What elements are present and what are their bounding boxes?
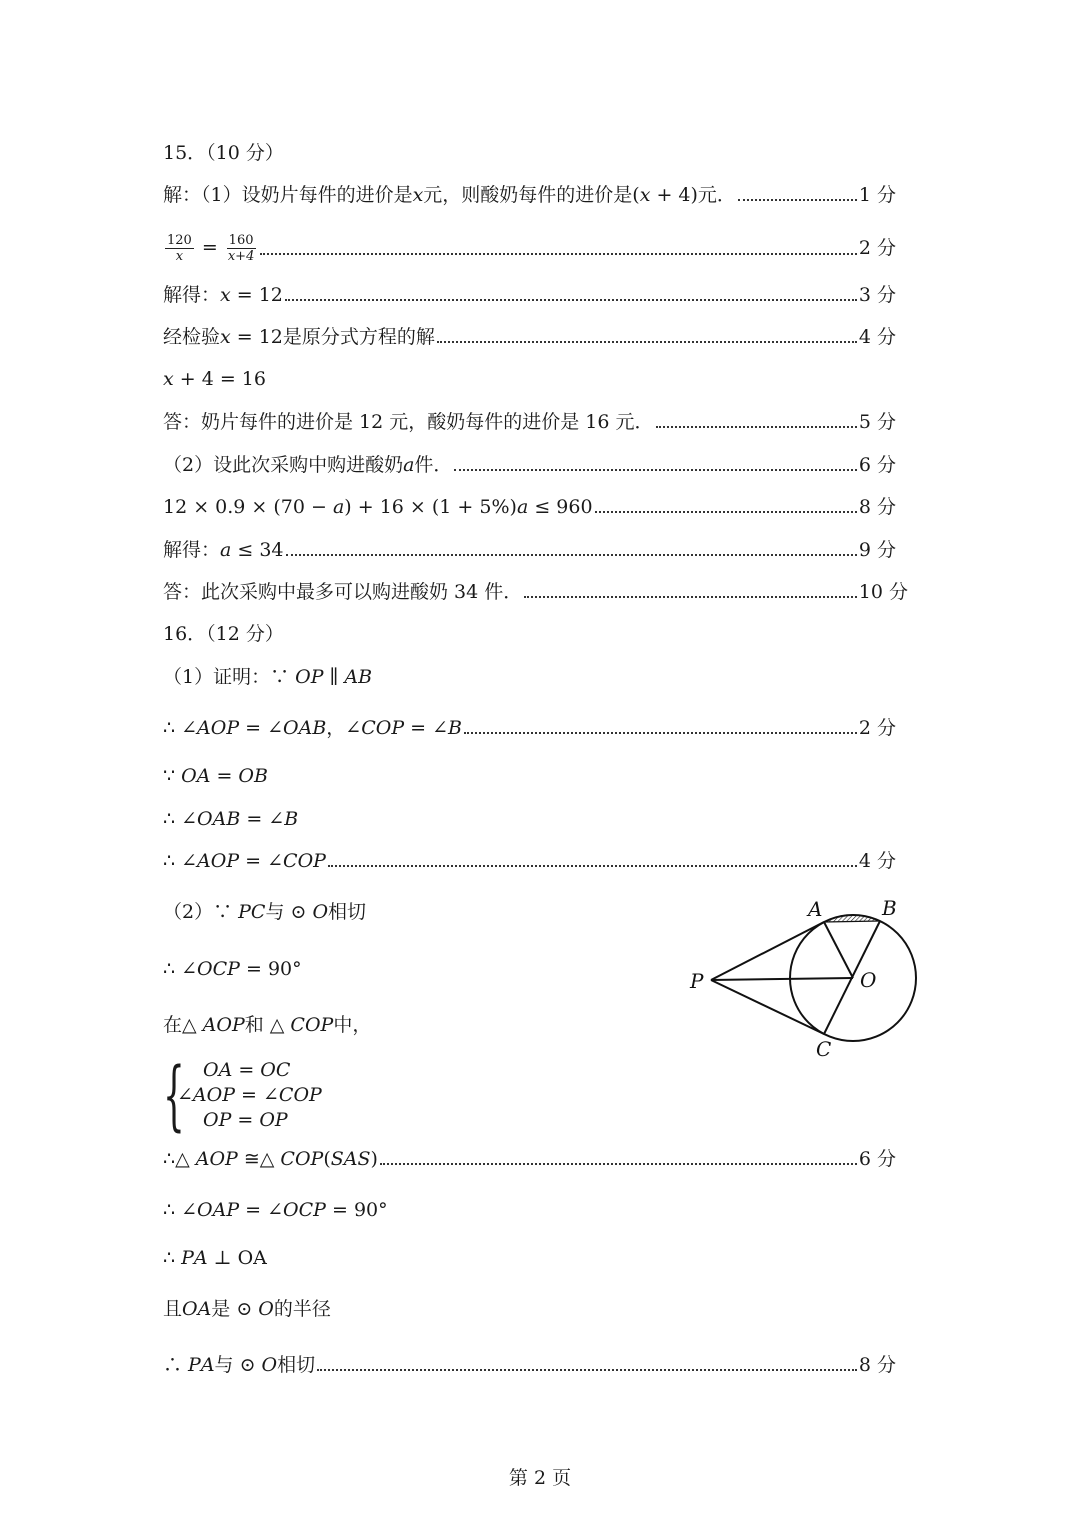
q15-line-8 bbox=[163, 494, 896, 520]
q15-line-1-score: 1 分 bbox=[858, 184, 896, 206]
leader-dots bbox=[437, 341, 857, 343]
left-brace: { bbox=[163, 1050, 185, 1139]
leader-dots bbox=[524, 596, 857, 598]
q16-line-9 bbox=[163, 1146, 896, 1172]
q16-line-8: 在△ 𝐴𝑂𝑃和 △ 𝐶𝑂𝑃中， bbox=[163, 1014, 372, 1036]
q15-line-7 bbox=[163, 452, 896, 478]
q16-line-9-text: ∴△ 𝐴𝑂𝑃 ≅△ 𝐶𝑂𝑃(𝑆𝐴𝑆) bbox=[163, 1148, 378, 1170]
fraction-equation bbox=[163, 233, 258, 264]
leader-dots bbox=[285, 299, 857, 301]
q15-line-9-score: 9 分 bbox=[858, 539, 896, 561]
leader-dots bbox=[656, 426, 857, 428]
q15-line-1-text: 解：（1）设奶片每件的进价是𝑥元，则酸奶每件的进价是(𝑥 + 4)元． bbox=[163, 184, 736, 206]
q15-line-10-text: 答：此次采购中最多可以购进酸奶 34 件． bbox=[163, 581, 523, 603]
q16-line-1: （1）证明：∵ 𝑂𝑃 ∥ 𝐴𝐵 bbox=[163, 666, 373, 688]
fraction-1 bbox=[165, 233, 194, 264]
q15-line-9 bbox=[163, 537, 896, 563]
q15-line-6 bbox=[163, 409, 896, 435]
label-b: B bbox=[882, 896, 897, 920]
label-p: P bbox=[690, 969, 704, 993]
line-pa bbox=[711, 922, 824, 980]
fraction-1-den: x bbox=[175, 248, 184, 264]
q15-line-1 bbox=[163, 182, 896, 208]
q15-line-3-score: 3 分 bbox=[858, 284, 896, 306]
leader-dots bbox=[260, 253, 857, 255]
line-oa bbox=[824, 922, 853, 978]
leader-dots bbox=[317, 1369, 857, 1371]
leader-dots bbox=[454, 469, 856, 471]
system-row-3: OP = OP bbox=[203, 1108, 288, 1131]
label-c: C bbox=[816, 1037, 832, 1061]
q16-line-13-text: ∴ 𝑃𝐴与 ⊙ 𝑂相切 bbox=[163, 1354, 316, 1376]
q15-line-8-score: 8 分 bbox=[858, 496, 896, 518]
q15-line-4-score: 4 分 bbox=[858, 326, 896, 348]
q16-line-12: 且𝑂𝐴是 ⊙ 𝑂的半径 bbox=[163, 1298, 331, 1320]
q15-line-10 bbox=[163, 579, 908, 605]
q15-line-4-text: 经检验𝑥 = 12是原分式方程的解 bbox=[163, 326, 435, 348]
q15-header: 15．（10 分） bbox=[163, 142, 284, 164]
q15-line-5: 𝑥 + 4 = 16 bbox=[163, 368, 266, 390]
q15-line-6-text: 答：奶片每件的进价是 12 元，酸奶每件的进价是 16 元． bbox=[163, 411, 654, 433]
q16-line-2 bbox=[163, 715, 896, 741]
q16-line-13 bbox=[163, 1352, 896, 1378]
fraction-2 bbox=[226, 233, 257, 264]
q15-line-10-score: 10 分 bbox=[858, 581, 908, 603]
leader-dots bbox=[380, 1163, 857, 1165]
q16-line-13-score: 8 分 bbox=[858, 1354, 896, 1376]
q16-line-5-text: ∴ ∠𝐴𝑂𝑃 = ∠𝐶𝑂𝑃 bbox=[163, 850, 326, 872]
q16-line-5 bbox=[163, 848, 896, 874]
q16-line-9-score: 6 分 bbox=[858, 1148, 896, 1170]
q16-line-6: （2）∵ 𝑃𝐶与 ⊙ 𝑂相切 bbox=[163, 901, 367, 923]
q16-line-2-score: 2 分 bbox=[858, 717, 896, 739]
q15-line-3 bbox=[163, 282, 896, 308]
q16-line-3: ∵ 𝑂𝐴 = 𝑂𝐵 bbox=[163, 765, 268, 787]
leader-dots bbox=[464, 732, 857, 734]
fraction-2-den: x+4 bbox=[227, 248, 255, 264]
q15-line-6-score: 5 分 bbox=[858, 411, 896, 433]
label-o: O bbox=[860, 968, 877, 992]
q15-line-9-text: 解得：𝑎 ≤ 34 bbox=[163, 539, 284, 561]
q16-line-10: ∴ ∠𝑂𝐴𝑃 = ∠𝑂𝐶𝑃 = 90° bbox=[163, 1199, 388, 1221]
q15-line-7-score: 6 分 bbox=[858, 454, 896, 476]
leader-dots bbox=[328, 865, 857, 867]
q16-line-7: ∴ ∠𝑂𝐶𝑃 = 90° bbox=[163, 958, 302, 980]
system-row-1: OA = OC bbox=[203, 1058, 291, 1081]
fraction-1-num: 120 bbox=[167, 232, 192, 248]
q16-line-2-text: ∴ ∠𝐴𝑂𝑃 = ∠𝑂𝐴𝐵，∠𝐶𝑂𝑃 = ∠𝐵 bbox=[163, 717, 463, 739]
q15-line-7-text: （2）设此次采购中购进酸奶𝑎件． bbox=[163, 454, 453, 476]
leader-dots bbox=[286, 554, 857, 556]
q15-line-4 bbox=[163, 324, 896, 350]
q15-line-2 bbox=[163, 232, 896, 264]
equals-sign: = bbox=[201, 236, 218, 258]
q16-header: 16．（12 分） bbox=[163, 623, 284, 645]
shaded-segment bbox=[824, 915, 880, 922]
q15-line-2-score: 2 分 bbox=[858, 237, 896, 259]
geometry-figure bbox=[680, 888, 930, 1063]
equation-system bbox=[163, 1050, 322, 1139]
leader-dots bbox=[738, 199, 857, 201]
system-row-2: ∠AOP = ∠COP bbox=[177, 1083, 322, 1106]
q15-line-3-text: 解得：𝑥 = 12 bbox=[163, 284, 283, 306]
leader-dots bbox=[595, 511, 857, 513]
line-po bbox=[711, 978, 853, 980]
page-number: 第 2 页 bbox=[508, 1467, 572, 1489]
q16-line-11: ∴ 𝑃𝐴 ⊥ OA bbox=[163, 1247, 267, 1269]
label-a: A bbox=[808, 897, 823, 921]
q15-line-8-text: 12 × 0.9 × (70 − 𝑎) + 16 × (1 + 5%)𝑎 ≤ 960 bbox=[163, 496, 593, 518]
line-pc bbox=[711, 980, 824, 1034]
fraction-2-num: 160 bbox=[228, 232, 254, 248]
q16-line-5-score: 4 分 bbox=[858, 850, 896, 872]
q16-line-4: ∴ ∠𝑂𝐴𝐵 = ∠𝐵 bbox=[163, 808, 299, 830]
